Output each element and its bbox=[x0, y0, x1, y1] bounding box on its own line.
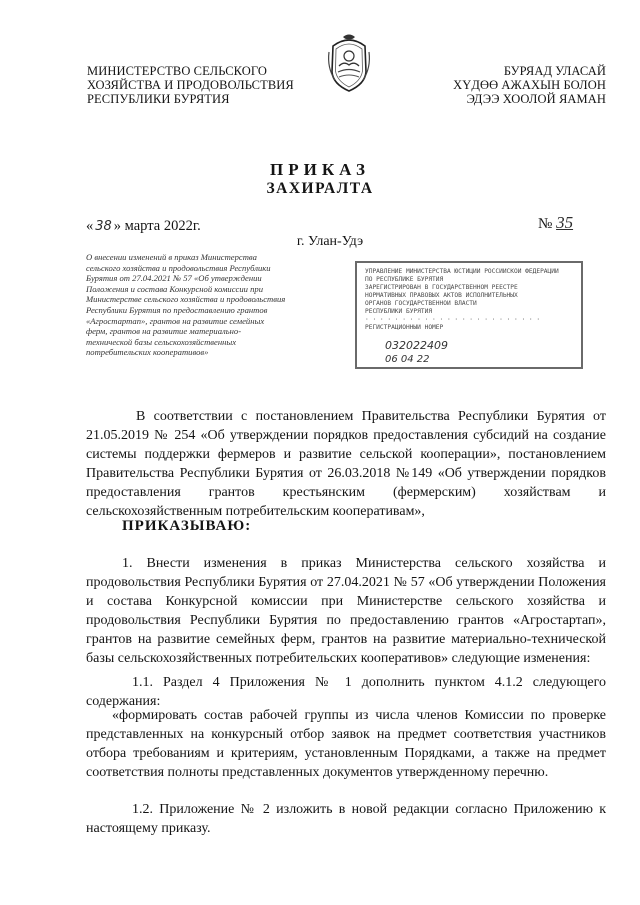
title-prikaz: ПРИКАЗ bbox=[270, 160, 370, 179]
registration-stamp bbox=[355, 261, 583, 369]
stamp-registration-number: 032022409 bbox=[385, 339, 448, 352]
header-right-line-1: БУРЯАД УЛАСАЙ bbox=[503, 64, 606, 78]
header-left-block bbox=[87, 64, 294, 106]
document-subject: О внесении изменений в приказ Министерства сельского хозяйства и продовольствия Республики Бурятия от 27.04.2021 № 57 «Об утверждении Положения и состава Конкурсной комиссии при Министерстве сельского хозяйства и продовольствия Республики Бурятия по предоставлению грантов «Агростартап», грантов на развитие семейных ферм, грантов на развитие материально-технической базы сельскохозяйственных потребительских кооперативов» bbox=[86, 252, 286, 358]
header-right-line-3: ЭДЭЭ ХООЛОЙ ЯАМАН bbox=[466, 92, 606, 106]
number-value-handwritten: 35 bbox=[556, 213, 574, 232]
stamp-line: ПО РЕСПУБЛИКЕ БУРЯТИЯ bbox=[365, 276, 444, 283]
stamp-line: НОРМАТИВНЫХ ПРАВОВЫХ АКТОВ ИСПОЛНИТЕЛЬНЫХ bbox=[365, 292, 518, 299]
date-day-handwritten: 38 bbox=[95, 219, 112, 234]
city-label: г. Улан-Удэ bbox=[296, 234, 364, 249]
order-number bbox=[538, 213, 573, 233]
stamp-line: ЗАРЕГИСТРИРОВАН В ГОСУДАРСТВЕННОМ РЕЕСТРЕ bbox=[365, 284, 518, 291]
date-open-quote: « bbox=[86, 218, 94, 234]
header-right-line-2: ХҮДӨӨ АЖАХЫН БОЛОН bbox=[453, 78, 606, 92]
header-right-block bbox=[453, 64, 606, 106]
order-date bbox=[86, 218, 201, 235]
number-sign: № bbox=[538, 216, 553, 232]
stamp-line: · · · · · · · · · · · · · · · · · · · · · · · · bbox=[365, 316, 541, 323]
header-left-line-2: ХОЗЯЙСТВА И ПРОДОВОЛЬСТВИЯ bbox=[87, 78, 294, 92]
item-1-paragraph: 1. Внести изменения в приказ Министерства сельского хозяйства и продовольствия Республики Бурятия от 27.04.2021 № 57 «Об утверждении Положения и состава Конкурсной комиссии при Министерстве сельского хозяйства и продовольствия Республики Бурятия по предоставлению грантов «Агростартап», грантов на развитие семейных ферм, грантов на развитие материально-технической базы сельскохозяйственных потребительских кооперативов» следующие изменения: bbox=[86, 556, 606, 666]
header-left-line-1: МИНИСТЕРСТВО СЕЛЬСКОГО bbox=[87, 64, 268, 78]
stamp-line: ОРГАНОВ ГОСУДАРСТВЕННОЙ ВЛАСТИ bbox=[365, 300, 477, 307]
item-1-2-paragraph: 1.2. Приложение № 2 изложить в новой редакции согласно Приложению к настоящему приказу. bbox=[86, 802, 606, 836]
item-1-1-paragraph: 1.1. Раздел 4 Приложения № 1 дополнить пунктом 4.1.2 следующего содержания: bbox=[86, 675, 606, 709]
stamp-line: РЕГИСТРАЦИОННЫЙ НОМЕР bbox=[365, 324, 444, 331]
date-month-year: » марта 2022г. bbox=[113, 218, 201, 234]
stamp-line: РЕСПУБЛИКИ БУРЯТИЯ bbox=[365, 308, 433, 315]
header-left-line-3: РЕСПУБЛИКИ БУРЯТИЯ bbox=[87, 92, 230, 106]
coat-of-arms-emblem bbox=[325, 32, 373, 94]
title-zakhiralta: ЗАХИРАЛТА bbox=[266, 180, 374, 197]
stamp-line: УПРАВЛЕНИЕ МИНИСТЕРСТВА ЮСТИЦИИ РОССИЙСКОЙ ФЕДЕРАЦИИ bbox=[365, 268, 559, 275]
order-heading: ПРИКАЗЫВАЮ: bbox=[122, 518, 252, 534]
preamble-paragraph: В соответствии с постановлением Правительства Республики Бурятия от 21.05.2019 № 254 «Об утверждении порядков предоставления субсидий на создание системы поддержки фермеров и развитие сельской кооперации», постановлением Правительства Республики Бурятия от 26.03.2018 №149 «Об утверждении порядков предоставления грантов крестьянским (фермерским) хозяйствам и сельскохозяйственным потребительским кооперативам», bbox=[86, 409, 606, 519]
stamp-registration-date: 06 04 22 bbox=[385, 354, 430, 365]
item-1-1-text-paragraph: «формировать состав рабочей группы из числа членов Комиссии по проверке представленных на конкурсный отбор заявок на предмет соответствия участников отбора требованиям и критериям, установленным Порядками, а также на предмет соответствия полноты представленных документов утвержденному перечню. bbox=[86, 708, 606, 780]
